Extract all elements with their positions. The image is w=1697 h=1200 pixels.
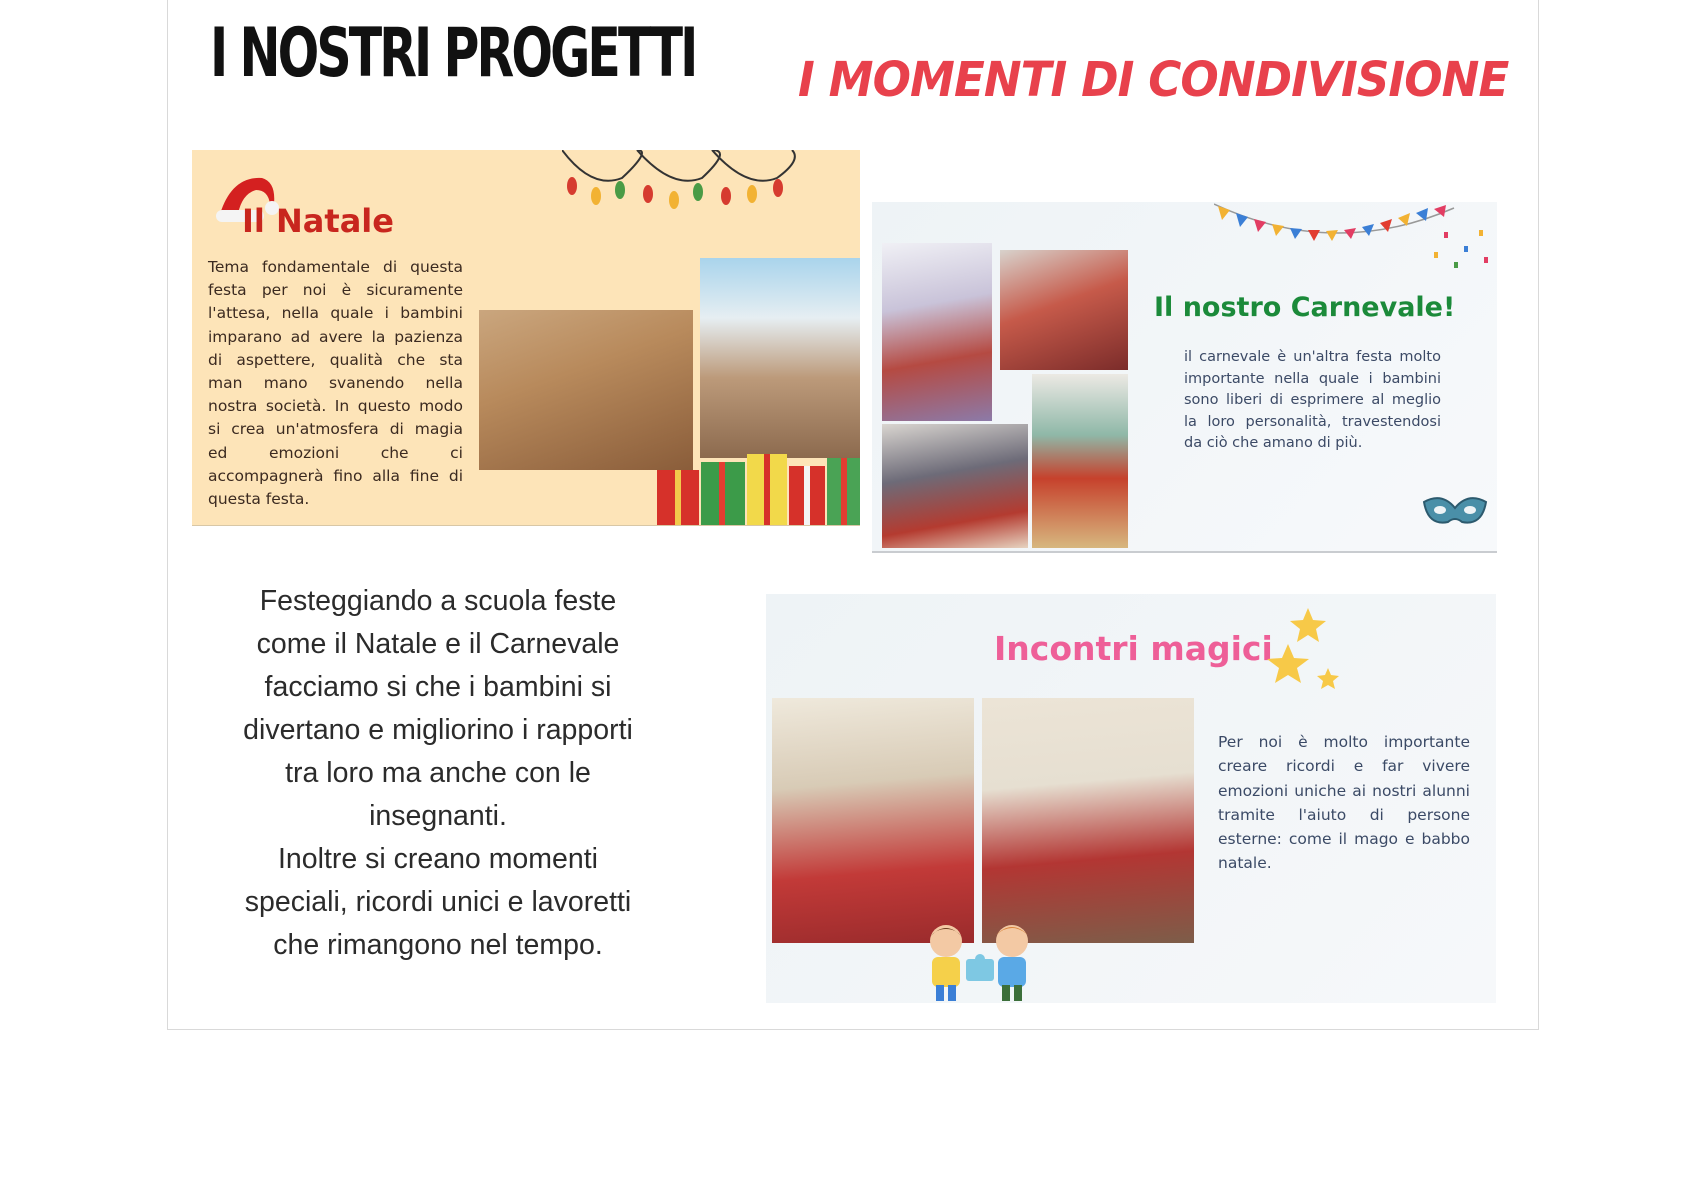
carnevale-card	[872, 202, 1497, 553]
body-line: Festeggiando a scuola feste	[259, 585, 617, 617]
body-line: divertano e migliorino i rapporti	[243, 714, 633, 746]
christmas-lights-icon	[562, 150, 802, 218]
body-line: tra loro ma anche con le	[285, 757, 591, 789]
natale-photo-group	[479, 310, 693, 470]
carnevale-text: il carnevale è un'altra festa molto importante nella quale i bambini sono liberi di esprimere al meglio la loro personalità, travestendosi da ciò che amano di più.	[1184, 349, 1441, 451]
incontri-photo-santa	[982, 698, 1194, 943]
carnevale-photo-1	[882, 243, 992, 421]
natale-photo-children	[700, 258, 860, 458]
natale-title: Il Natale	[242, 202, 394, 240]
natale-text: Tema fondamentale di questa festa per noi è sicuramente l'attesa, nella quale i bambini imparano ad avere la pazienza di aspettere, qualità che sta man mano svanendo nella nostra società. In questo modo si crea un'atmosfera di magia ed emozioni che ci accompagnerà fino alla fine di questa festa.	[208, 258, 463, 509]
incontri-title: Incontri magici	[994, 629, 1273, 668]
carnevale-title: Il nostro Carnevale!	[1154, 292, 1456, 323]
body-line: speciali, ricordi unici e lavoretti	[244, 886, 632, 918]
page-subtitle: I MOMENTI DI CONDIVISIONE	[798, 52, 1509, 108]
incontri-card	[766, 594, 1496, 1003]
gifts-icon	[647, 448, 860, 525]
carnevale-photo-3	[882, 424, 1028, 548]
body-line: insegnanti.	[369, 800, 507, 832]
document-page	[167, 0, 1539, 1030]
incontri-photo-magician	[772, 698, 974, 943]
body-line: come il Natale e il Carnevale	[256, 628, 620, 660]
bunting-icon	[1214, 202, 1497, 292]
body-line: Inoltre si creano momenti	[278, 843, 598, 875]
kids-puzzle-icon	[916, 919, 1046, 1003]
page-title: I NOSTRI PROGETTI	[210, 14, 696, 93]
body-line: che rimangono nel tempo.	[273, 929, 603, 961]
carnevale-photo-4	[1032, 374, 1128, 548]
carnival-mask-icon	[1422, 492, 1488, 534]
body-line: facciamo si che i bambini si	[264, 671, 612, 703]
incontri-text: Per noi è molto importante creare ricordi e far vivere emozioni uniche ai nostri alunni tramite l'aiuto di persone esterne: come il mago e babbo natale.	[1218, 733, 1470, 873]
carnevale-photo-2	[1000, 250, 1128, 370]
body-paragraph	[208, 580, 668, 967]
stars-icon	[1266, 604, 1386, 694]
natale-card	[192, 150, 860, 526]
